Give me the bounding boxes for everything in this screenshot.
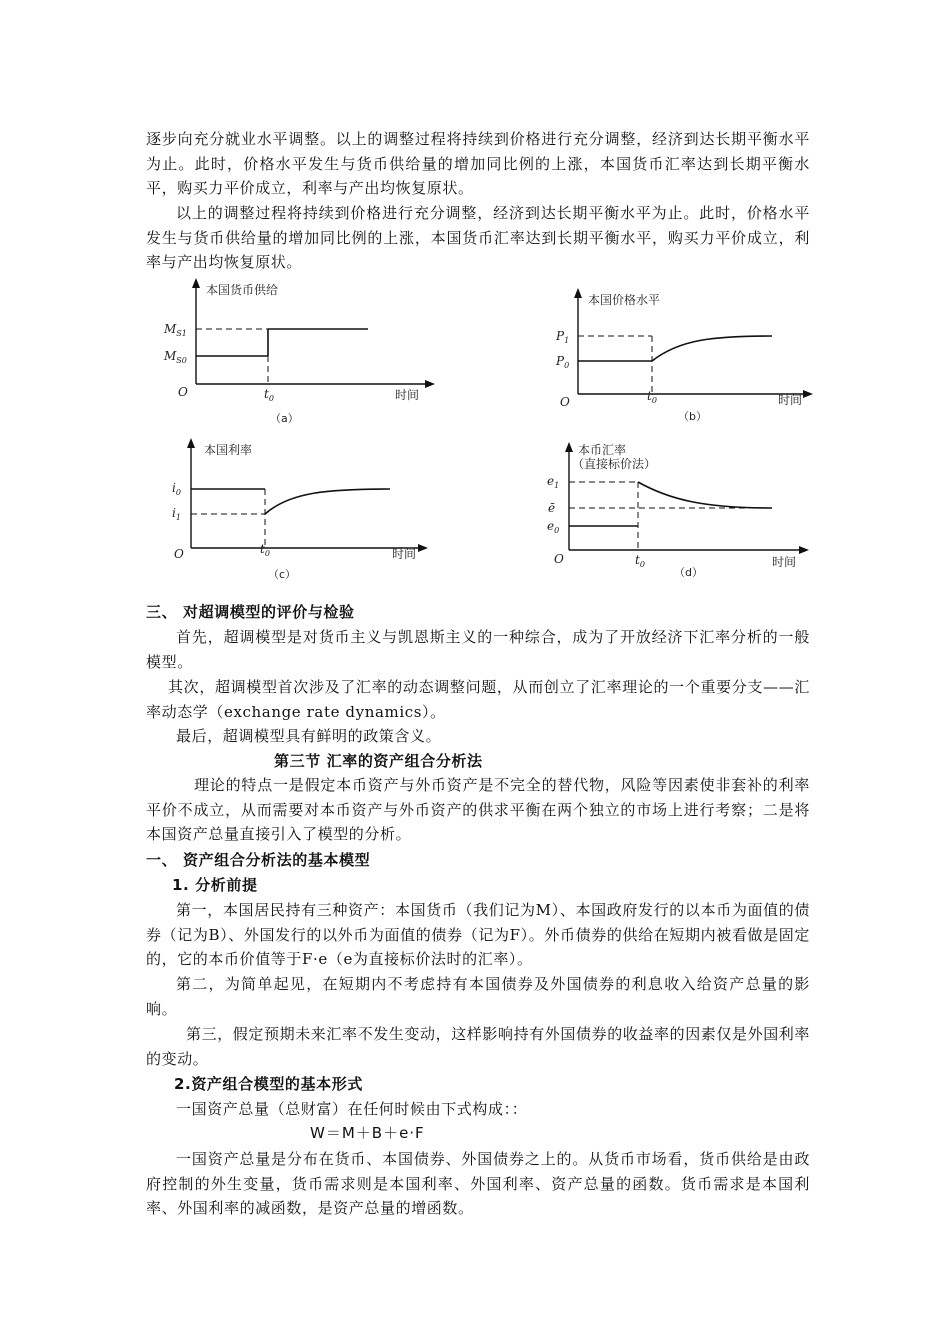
paragraph-11: 一国资产总量是分布在货币、本国债券、外国债券之上的。从货币市场看，货币供给是由政府控制的外生变量，货币需求则是本国利率、外国利率、资产总量的函数。货币需求是本国利率、外国利率的减函数，是资产总量的增函数。 — [146, 1150, 810, 1217]
figure-b-t: t — [647, 389, 652, 403]
figure-d-t: t — [635, 553, 640, 567]
paragraph-9: 第三，假定预期未来汇率不发生变动，这样影响持有外国债券的收益率的因素仅是外国利率的变动。 — [146, 1025, 811, 1068]
paragraph-2: 以上的调整过程将持续到价格进行充分调整，经济到达长期平衡水平为止。此时，价格水平发生与货币供给量的增加同比例的上涨，本国货币汇率达到长期平衡水平，购买力平价成立，利率与产出均恢复原状。 — [146, 204, 810, 271]
figure-b-price-level — [550, 284, 820, 434]
figure-a-t-sub: 0 — [268, 394, 274, 403]
svg-text:MS0 — [163, 349, 187, 365]
figure-d-ytop-sub: 1 — [554, 481, 560, 490]
figure-a-yhi: M — [164, 322, 177, 336]
figure-a-title: 本国货币供给 — [206, 283, 279, 297]
figure-d-title: 本币汇率 — [578, 443, 627, 457]
svg-text:e0 — [547, 519, 559, 535]
figure-c-interest-rate — [168, 432, 438, 582]
figure-d-subtitle: （直接标价法） — [572, 457, 657, 471]
chapter-title: 第三节 汇率的资产组合分析法 — [274, 752, 483, 770]
figure-b-ylo: P — [556, 354, 565, 368]
paragraph-6: 理论的特点一是假定本币资产与外币资产是不完全的替代物，风险等因素使非套补的利率平价不成立，从而需要对本币资产与外币资产的供求平衡在两个独立的市场上进行考察；二是将本国资产总量直接引入了模型的分析。 — [146, 776, 810, 843]
figure-a-money-supply — [164, 276, 440, 426]
figure-d-exchange-rate — [540, 440, 820, 590]
svg-text:P1 — [555, 329, 569, 345]
figure-b-t-sub: 0 — [651, 396, 657, 405]
paragraph-8: 第二，为简单起见，在短期内不考虑持有本国债券及外国债券的利息收入给资产总量的影响。 — [146, 975, 810, 1018]
figure-c-yhi: i — [172, 481, 176, 495]
section-three-heading: 三、 对超调模型的评价与检验 — [146, 603, 355, 621]
figure-a-ylo-sub: S0 — [176, 356, 187, 365]
svg-text:i1 — [172, 506, 181, 522]
figure-b-yhi-sub: 1 — [564, 336, 570, 345]
figure-a-caption: （a） — [270, 412, 299, 425]
figure-c-ylo: i — [172, 506, 176, 520]
figure-a-ylo: M — [164, 349, 177, 363]
figure-c-yhi-sub: 0 — [175, 488, 181, 497]
figure-c-caption: （c） — [268, 568, 297, 581]
figure-d-ylo-sub: 0 — [554, 526, 560, 535]
figure-a-t: t — [264, 387, 269, 401]
figure-c-ylo-sub: 1 — [175, 513, 181, 522]
paragraph-3: 首先，超调模型是对货币主义与凯恩斯主义的一种综合，成为了开放经济下汇率分析的一般模型。 — [146, 628, 810, 671]
figure-d-caption: （d） — [674, 566, 703, 579]
paragraph-7: 第一，本国居民持有三种资产：本国货币（我们记为M）、本国政府发行的以本币为面值的债券（记为B）、外国发行的以外币为面值的债券（记为F）。外币债券的供给在短期内被看做是固定的，它的本币价值等于F·e（e为直接标价法时的汇率）。 — [146, 901, 810, 968]
svg-text:e1 — [547, 474, 559, 490]
figure-d-t-sub: 0 — [639, 560, 645, 569]
svg-text:MS1 — [163, 322, 187, 338]
figure-c-t-sub: 0 — [264, 549, 270, 558]
figure-b-ylo-sub: 0 — [564, 361, 570, 370]
figure-b-xlabel: 时间 — [778, 393, 803, 407]
figure-a-origin: O — [178, 385, 188, 399]
figure-a-yhi-sub: S1 — [176, 329, 187, 338]
paragraph-1: 逐步向充分就业水平调整。以上的调整过程将持续到价格进行充分调整，经济到达长期平衡水平为止。此时，价格水平发生与货币供给量的增加同比例的上涨，本国货币汇率达到长期平衡水平，购买力平价成立，利率与产出均恢复原状。 — [146, 130, 810, 197]
figure-a-xlabel: 时间 — [395, 388, 420, 402]
figure-c-xlabel: 时间 — [392, 547, 417, 561]
paragraph-10: 一国资产总量（总财富）在任何时候由下式构成：： — [176, 1100, 528, 1118]
figure-d-ylo: e — [547, 519, 555, 533]
figure-b-title: 本国价格水平 — [588, 293, 661, 307]
paragraph-5: 最后，超调模型具有鲜明的政策含义。 — [176, 727, 442, 745]
figure-d-ymid: ē — [548, 501, 556, 515]
paragraph-4: 其次，超调模型首次涉及了汇率的动态调整问题，从而创立了汇率理论的一个重要分支——汇率动态学（exchange rate dynamics）。 — [146, 678, 810, 721]
figure-b-origin: O — [560, 395, 570, 409]
figure-c-origin: O — [174, 547, 184, 561]
figure-d-ytop: e — [547, 474, 555, 488]
figure-c-t: t — [260, 542, 265, 556]
figure-d-xlabel: 时间 — [772, 555, 797, 569]
heading-one: 一、 资产组合分析法的基本模型 — [146, 851, 371, 869]
svg-text:t0 — [264, 387, 274, 403]
formula-total-assets: W＝M＋B＋e·F — [310, 1124, 425, 1142]
heading-1: 1. 分析前提 — [172, 876, 258, 894]
svg-text:P0 — [555, 354, 569, 370]
svg-text:t0 — [635, 553, 645, 569]
figure-d-origin: O — [554, 552, 564, 566]
heading-2: 2.资产组合模型的基本形式 — [174, 1075, 363, 1093]
svg-text:i0 — [172, 481, 181, 497]
figure-b-caption: （b） — [678, 410, 707, 423]
figure-b-yhi: P — [556, 329, 565, 343]
figure-c-title: 本国利率 — [204, 443, 253, 457]
